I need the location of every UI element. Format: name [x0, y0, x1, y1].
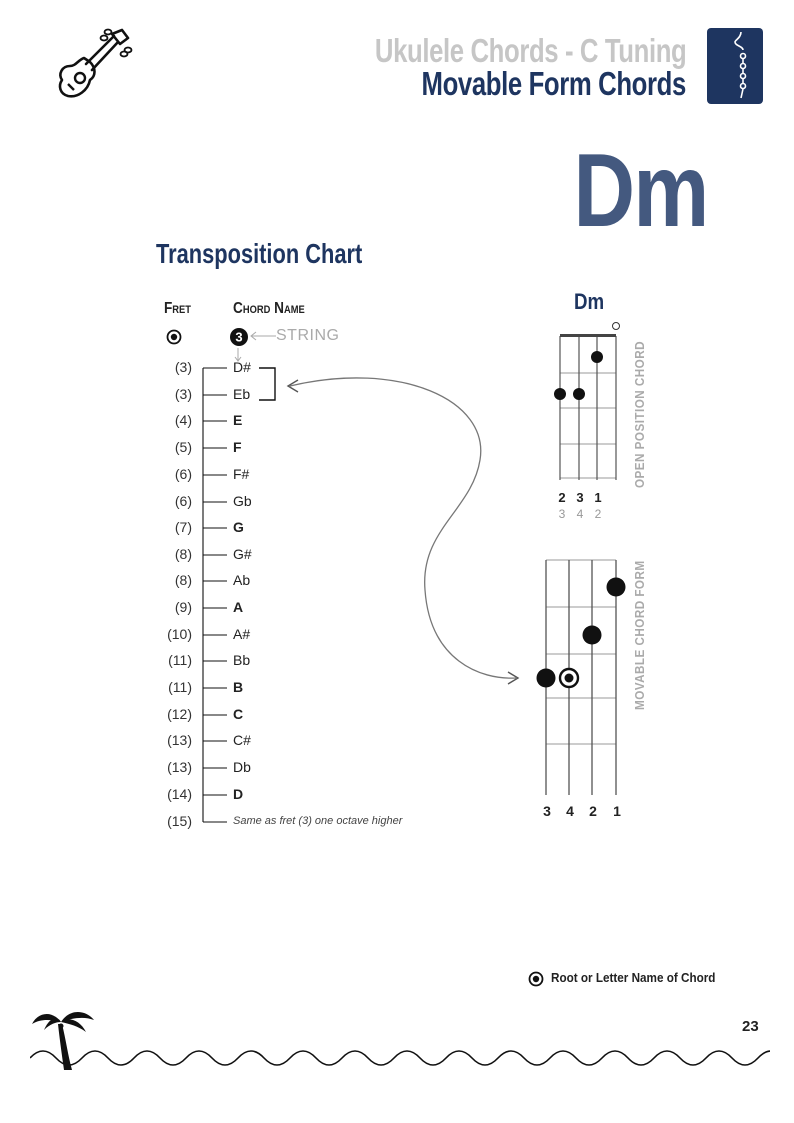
- finger-number: 3: [576, 490, 584, 505]
- movable-form-label: MOVABLE CHORD FORM: [632, 560, 647, 710]
- fret-number: (13): [167, 759, 192, 775]
- string-number-badge: [229, 327, 249, 347]
- fret-number: (10): [167, 626, 192, 642]
- table-row: [0, 786, 480, 806]
- fret-number: (6): [174, 466, 192, 482]
- chord-label: Bb: [233, 652, 251, 668]
- chord-label: C: [233, 706, 244, 722]
- fret-number: (7): [174, 519, 192, 535]
- fret-number: (5): [174, 439, 192, 455]
- string-pointer-arrow-icon: [249, 330, 277, 342]
- legend-text: Root or Letter Name of Chord: [551, 970, 716, 985]
- fret-number: (11): [168, 652, 192, 668]
- fret-number: (6): [174, 493, 192, 509]
- finger-number: 3: [543, 803, 551, 819]
- fret-number: (9): [174, 599, 192, 615]
- chord-label: Db: [233, 759, 251, 775]
- chord-label: C#: [233, 732, 251, 748]
- finger-number: 1: [594, 490, 602, 505]
- chord-label: D: [233, 786, 244, 802]
- root-symbol-icon: [166, 329, 182, 345]
- finger-number: 1: [613, 803, 621, 819]
- chord-label: Eb: [233, 386, 251, 402]
- table-row: [0, 759, 480, 779]
- chord-name-large: Dm: [573, 133, 708, 249]
- root-legend-icon: [528, 971, 544, 987]
- wave-decoration: [30, 1038, 770, 1078]
- finger-number: 4: [566, 803, 574, 819]
- fret-number: (15): [167, 813, 192, 829]
- section-title: Transposition Chart: [156, 238, 363, 269]
- fret-column-header: Fret: [164, 300, 192, 317]
- chord-label: F#: [233, 466, 250, 482]
- fret-number: (3): [174, 359, 192, 375]
- chord-label: G: [233, 519, 244, 535]
- fret-number: (13): [167, 732, 192, 748]
- fret-number: (8): [174, 546, 192, 562]
- page-number: 23: [742, 1018, 759, 1035]
- fret-number: (3): [174, 386, 192, 402]
- fret-number: (12): [167, 706, 192, 722]
- open-chord-title: Dm: [574, 289, 605, 314]
- string-number: 3: [235, 329, 243, 345]
- chapter-tab: [707, 28, 763, 104]
- finger-number: 2: [558, 490, 566, 505]
- table-row: [0, 706, 480, 726]
- string-label: STRING: [276, 327, 340, 344]
- chord-label: A: [233, 599, 244, 615]
- chord-column-header: Chord Name: [233, 300, 305, 317]
- movable-chord-diagram: [534, 550, 634, 800]
- fret-number: (14): [167, 786, 192, 802]
- string-number-label: 4: [576, 507, 584, 521]
- string-number-label: 3: [558, 507, 566, 521]
- chord-label-note: Same as fret (3) one octave higher: [233, 815, 403, 827]
- table-row: [0, 732, 480, 752]
- chord-label: D#: [233, 359, 251, 375]
- fret-number: (8): [174, 572, 192, 588]
- chord-label: E: [233, 412, 243, 428]
- book-title: Ukulele Chords - C Tuning: [374, 32, 686, 69]
- string-number-label: 2: [594, 507, 602, 521]
- finger-number: 2: [589, 803, 597, 819]
- transposition-arrow: [280, 370, 530, 690]
- table-row: [0, 813, 480, 833]
- fret-number: (4): [174, 412, 192, 428]
- open-position-chord-diagram: [552, 318, 624, 488]
- chord-label: A#: [233, 626, 251, 642]
- chord-label: B: [233, 679, 244, 695]
- chord-label: G#: [233, 546, 252, 562]
- chord-label: Gb: [233, 493, 252, 509]
- chord-label: F: [233, 439, 242, 455]
- chord-label: Ab: [233, 572, 251, 588]
- page-subtitle: Movable Form Chords: [421, 65, 686, 102]
- fret-number: (11): [168, 679, 192, 695]
- open-position-label: OPEN POSITION CHORD: [632, 340, 647, 488]
- ukulele-icon: [52, 24, 134, 104]
